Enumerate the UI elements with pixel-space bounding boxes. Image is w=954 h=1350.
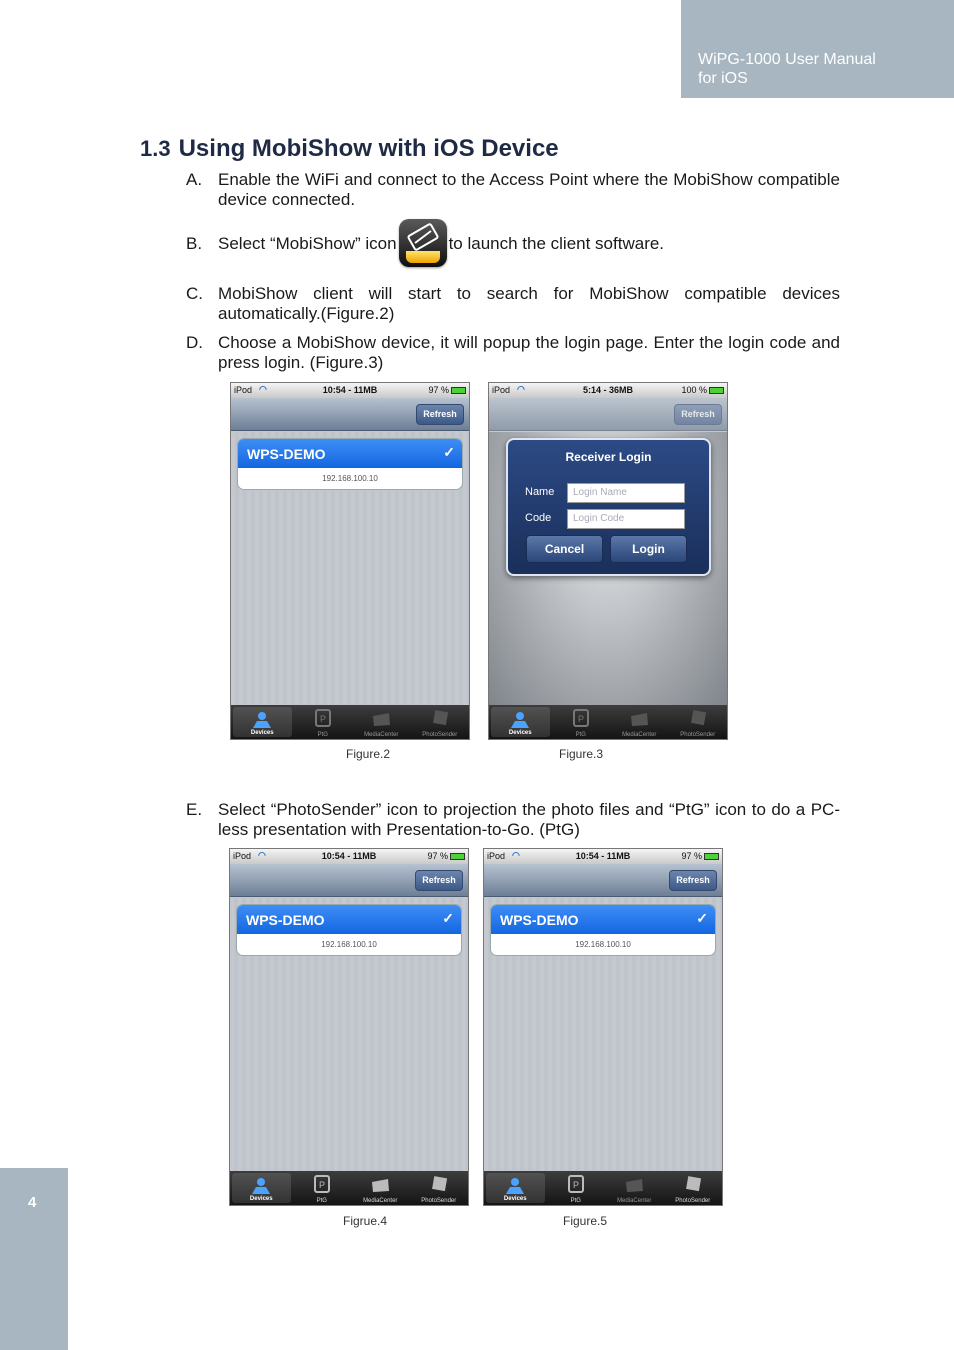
nav-bar [484,864,722,897]
step-letter: B. [186,234,203,253]
clapperboard-icon [628,708,650,728]
ptg-icon [311,1174,333,1194]
receiver-login-dialog [506,438,711,576]
devices-icon [251,710,273,730]
tab-mediacenter[interactable]: MediaCenter [610,705,669,739]
step-letter: D. [186,333,203,352]
tab-mediacenter[interactable]: MediaCenter [352,705,411,739]
wifi-icon: ◠ [512,850,520,860]
step-e [186,800,840,840]
battery-icon [709,387,724,394]
dialog-title: Receiver Login [565,450,652,464]
manual-title: WiPG-1000 User Manual [698,51,876,68]
tab-bar [230,1171,468,1205]
battery-level: 97 % [428,385,449,395]
carrier-label: iPod [233,851,252,861]
tab-mediacenter[interactable]: MediaCenter [351,1171,410,1205]
tab-photosender[interactable]: PhotoSender [411,705,470,739]
figure-4-screenshot [229,848,469,1206]
tab-devices[interactable]: Devices [486,1173,545,1203]
step-a [186,170,840,210]
status-time: 5:14 - 36MB [582,385,634,395]
carrier-label: iPod [487,851,506,861]
svg-text:P: P [318,1180,325,1190]
carrier-label: iPod [234,385,253,395]
login-name-input[interactable]: Login Name [567,483,685,503]
battery-icon [450,853,465,860]
status-bar [484,849,722,864]
device-item[interactable] [490,904,716,956]
tab-bar [489,705,727,739]
step-text: MobiShow client will start to search for MobiShow compatible devices automatically.(Figure.2) [218,284,840,323]
checkmark-icon: ✓ [442,910,454,926]
ptg-icon [312,708,334,728]
step-text-after: to launch the client software. [448,234,665,253]
manual-header [681,0,954,98]
svg-text:P: P [319,714,326,724]
checkmark-icon: ✓ [443,444,455,460]
figure-5-screenshot [483,848,723,1206]
device-item[interactable] [237,438,463,490]
refresh-button[interactable]: Refresh [674,404,722,425]
status-time: 10:54 - 11MB [575,851,631,861]
devices-icon [509,710,531,730]
photos-icon [429,708,451,728]
photos-icon [428,1174,450,1194]
device-name: WPS-DEMO [247,446,326,462]
tab-photosender[interactable]: PhotoSender [410,1171,469,1205]
tab-ptg[interactable]: P PtG [547,1171,606,1205]
status-bar [230,849,468,864]
figure-3-caption: Figure.3 [559,747,604,761]
carrier-label: iPod [492,385,511,395]
step-letter: C. [186,284,203,303]
device-ip: 192.168.100.10 [322,474,378,483]
figure-3-screenshot [488,382,728,740]
figure-4-caption: Figrue.4 [343,1214,388,1228]
tab-bar [484,1171,722,1205]
device-name: WPS-DEMO [500,912,579,928]
step-text: Choose a MobiShow device, it will popup the login page. Enter the login code and press login. (Figure.3) [218,333,840,372]
status-time: 10:54 - 11MB [321,851,377,861]
devices-icon [250,1176,272,1196]
device-list [230,898,468,1171]
svg-text:P: P [572,1180,579,1190]
tab-bar [231,705,469,739]
code-label: Code [525,512,552,524]
nav-bar [231,398,469,431]
battery-level: 100 % [681,385,707,395]
wifi-icon: ◠ [259,384,267,394]
step-text: Select “PhotoSender” icon to projection the photo files and “PtG” icon to do a PC-less presentation with Presentation-to-Go. (PtG) [218,800,840,839]
page-number: 4 [0,1168,68,1350]
step-d [186,333,840,373]
refresh-button[interactable]: Refresh [669,870,717,891]
step-letter: E. [186,800,203,819]
step-c [186,284,840,324]
tab-devices[interactable]: Devices [233,707,292,737]
wifi-icon: ◠ [517,384,525,394]
device-list [484,898,722,1171]
battery-level: 97 % [427,851,448,861]
device-list [231,432,469,705]
login-code-input[interactable]: Login Code [567,509,685,529]
status-bar [231,383,469,398]
clapperboard-icon [623,1174,645,1194]
ptg-icon [565,1174,587,1194]
name-label: Name [525,486,555,498]
mobishow-app-icon [399,219,447,267]
section-heading [140,135,559,163]
photos-icon [687,708,709,728]
tab-ptg[interactable]: P PtG [552,705,611,739]
clapperboard-icon [369,1174,391,1194]
nav-bar [489,398,727,431]
tab-devices[interactable]: Devices [232,1173,291,1203]
svg-text:P: P [577,714,584,724]
battery-icon [704,853,719,860]
ptg-icon [570,708,592,728]
step-b [186,220,840,269]
status-bar [489,383,727,398]
status-time: 10:54 - 11MB [322,385,378,395]
clapperboard-icon [370,708,392,728]
section-title: Using MobiShow with iOS Device [178,135,559,162]
cancel-button[interactable]: Cancel [526,535,603,563]
checkmark-icon: ✓ [696,910,708,926]
nav-bar [230,864,468,897]
tab-ptg[interactable]: P PtG [293,1171,352,1205]
tab-devices[interactable]: Devices [491,707,550,737]
device-name: WPS-DEMO [246,912,325,928]
refresh-button[interactable]: Refresh [416,404,464,425]
battery-icon [451,387,466,394]
device-ip: 192.168.100.10 [575,940,631,949]
devices-icon [504,1176,526,1196]
figure-2-caption: Figure.2 [346,747,391,761]
section-number: 1.3 [140,136,171,161]
step-text-before: Select “MobiShow” icon [218,234,397,253]
photos-icon [682,1174,704,1194]
device-ip: 192.168.100.10 [321,940,377,949]
device-item[interactable] [236,904,462,956]
step-text: Enable the WiFi and connect to the Access Point where the MobiShow compatible device connected. [218,170,840,209]
manual-subtitle: for iOS [698,70,748,87]
figure-5-caption: Figure.5 [563,1214,608,1228]
tab-ptg[interactable]: P PtG [294,705,353,739]
tab-photosender[interactable]: PhotoSender [664,1171,723,1205]
login-button[interactable]: Login [610,535,687,563]
tab-mediacenter[interactable]: MediaCenter [605,1171,664,1205]
refresh-button[interactable]: Refresh [415,870,463,891]
tab-photosender[interactable]: PhotoSender [669,705,728,739]
step-letter: A. [186,170,203,189]
figure-2-screenshot [230,382,470,740]
battery-level: 97 % [681,851,702,861]
wifi-icon: ◠ [258,850,266,860]
